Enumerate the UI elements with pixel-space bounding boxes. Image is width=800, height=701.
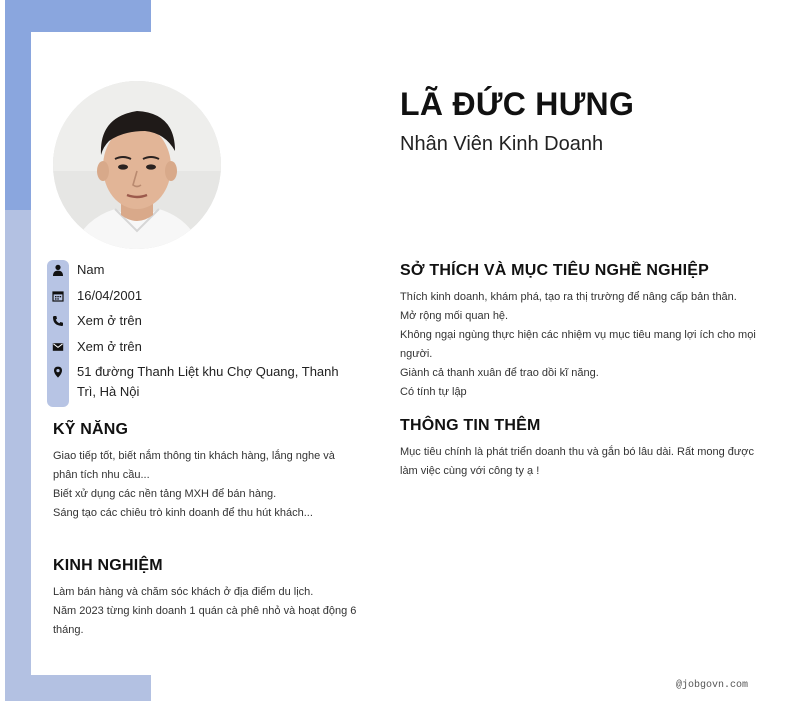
- frame-side-accent: [5, 210, 31, 701]
- candidate-role: Nhân Viên Kinh Doanh: [400, 133, 604, 155]
- avatar-photo: [53, 81, 221, 249]
- goals-title: SỞ THÍCH VÀ MỤC TIÊU NGHỀ NGHIỆP: [400, 262, 709, 279]
- goals-line: Mở rộng mối quan hệ.: [400, 310, 509, 322]
- more-info-body: [400, 443, 760, 481]
- contact-gender: Nam: [77, 262, 105, 277]
- skills-line: Sáng tạo các chiêu trò kinh doanh để thu hút khách...: [53, 507, 313, 519]
- frame-bottom-accent: [5, 675, 151, 701]
- avatar: [53, 81, 221, 249]
- skills-title: KỸ NĂNG: [53, 421, 129, 438]
- contact-row-phone: [47, 311, 357, 331]
- mail-icon: [47, 337, 69, 357]
- more-info-line: Mục tiêu chính là phát triển doanh thu và gắn bó lâu dài. Rất mong được làm việc cùng với công ty ạ !: [400, 446, 754, 477]
- contact-row-gender: [47, 260, 357, 280]
- contact-birthday: 16/04/2001: [77, 288, 143, 303]
- goals-line: Thích kinh doanh, khám phá, tạo ra thị trường để nâng cấp bản thân.: [400, 291, 737, 303]
- experience-body: [53, 583, 359, 640]
- experience-line: Năm 2023 từng kinh doanh 1 quán cà phê nhỏ và hoạt động 6 tháng.: [53, 605, 357, 636]
- contact-email: Xem ở trên: [77, 339, 142, 354]
- contact-address: 51 đường Thanh Liệt khu Chợ Quang, Thanh Trì, Hà Nội: [77, 364, 339, 399]
- person-icon: [47, 260, 69, 280]
- experience-line: Làm bán hàng và chăm sóc khách ở địa điểm du lịch.: [53, 586, 314, 598]
- contact-row-email: [47, 337, 357, 357]
- contact-phone: Xem ở trên: [77, 313, 142, 328]
- goals-line: Có tính tự lập: [400, 386, 467, 398]
- goals-line: Giành cả thanh xuân để trao dồi kĩ năng.: [400, 367, 599, 379]
- goals-body: [400, 288, 760, 402]
- location-pin-icon: [47, 362, 69, 382]
- skills-line: Biết xử dụng các nền tảng MXH để bán hàng.: [53, 488, 277, 500]
- more-info-title: THÔNG TIN THÊM: [400, 417, 541, 434]
- experience-title: KINH NGHIỆM: [53, 557, 163, 574]
- skills-line: Giao tiếp tốt, biết nắm thông tin khách hàng, lắng nghe và phân tích nhu cầu...: [53, 450, 335, 481]
- contact-row-birthday: [47, 286, 357, 306]
- phone-icon: [47, 311, 69, 331]
- contact-row-address: [47, 362, 357, 402]
- watermark: @jobgovn.com: [676, 680, 749, 691]
- goals-line: Không ngại ngùng thực hiện các nhiệm vụ mục tiêu mang lợi ích cho mọi người.: [400, 329, 756, 360]
- skills-body: [53, 447, 353, 523]
- calendar-icon: [47, 286, 69, 306]
- candidate-name: LÃ ĐỨC HƯNG: [400, 86, 635, 122]
